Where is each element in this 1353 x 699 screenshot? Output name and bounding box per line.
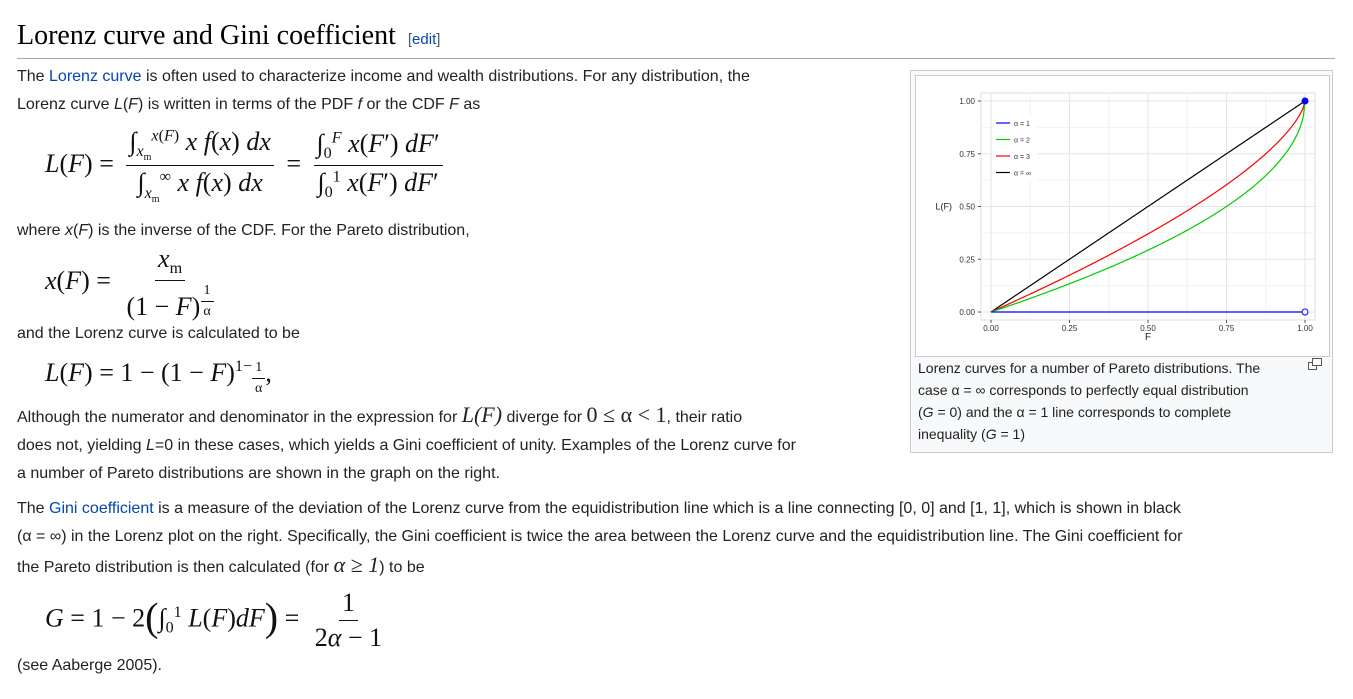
paragraph-intro: The Lorenz curve is often used to characterize income and wealth distributions. For any distribution, the Lorenz curve L(F) is written in terms of the PDF f or the CDF F as xyxy=(17,68,750,113)
paragraph-lorenz-calc: and the Lorenz curve is calculated to be xyxy=(17,325,300,342)
legend-label: α = 1 xyxy=(1014,121,1030,128)
edit-link[interactable]: edit xyxy=(412,31,437,48)
x-tick-label: 0.50 xyxy=(1140,324,1156,333)
equation-lorenz-definition: L(F) = $\frac{\int_{x_m}^{x(F)} x f(x) dx}{\int_{x_m}^\infty x f(x) dx}$ = $\frac{\int_0^F x(F') dF'}{\int_0^1 x(F') dF'}$ xyxy=(45,127,449,205)
closed-endpoint-marker xyxy=(1302,98,1308,104)
y-tick-label: 0.00 xyxy=(959,308,975,317)
y-tick-label: 0.25 xyxy=(959,255,975,265)
enlarge-icon[interactable] xyxy=(1308,358,1322,370)
legend-label: α = 3 xyxy=(1014,154,1030,161)
y-axis-label: L(F) xyxy=(935,201,952,212)
paragraph-citation: (see Aaberge 2005). xyxy=(17,657,162,674)
figure-thumbnail xyxy=(910,70,1333,453)
equation-pareto-inverse: x(F) = $x_m$ (1 − F) $^{\frac{1}{\alpha}}$ xyxy=(45,244,223,322)
paragraph-divergence: Although the numerator and denominator in the expression for L(F) diverge for 0 ≤ α < 1, their ratio does not, yielding L=0 in these cases, which yields a Gini coefficient of unity. Examples of the Lorenz curve for a number of Pareto distributions are shown in the graph on the right. xyxy=(17,402,796,482)
legend-label: α = ∞ xyxy=(1014,170,1032,178)
paragraph-inverse-cdf: where x(F) is the inverse of the CDF. For the Pareto distribution, xyxy=(17,222,470,239)
x-tick-label: 0.00 xyxy=(983,324,999,333)
equation-lorenz-pareto: $L(F) = 1 - (1 - F)^{1- \frac{1}{\alpha}}$ , xyxy=(45,358,272,397)
lorenz-curve-link[interactable]: Lorenz curve xyxy=(49,68,142,85)
section-heading xyxy=(17,18,1335,59)
lorenz-chart-image[interactable] xyxy=(915,75,1330,357)
y-tick-label: 1.00 xyxy=(959,97,975,106)
figure-caption: Lorenz curves for a number of Pareto distributions. The case α = ∞ corresponds to perfectly equal distribution (G = 0) and the α = 1 line corresponds to complete inequality (G = 1) xyxy=(918,360,1261,442)
open-endpoint-marker xyxy=(1302,309,1308,315)
gini-coefficient-link[interactable]: Gini coefficient xyxy=(49,500,154,517)
y-tick-label: 0.50 xyxy=(959,202,975,212)
edit-section: [edit] xyxy=(407,31,441,48)
x-tick-label: 1.00 xyxy=(1297,324,1313,333)
section-title: Lorenz curve and Gini coefficient xyxy=(17,20,396,51)
x-axis-label: F xyxy=(1144,332,1152,343)
paragraph-gini: The Gini coefficient is a measure of the deviation of the Lorenz curve from the equidistribution line which is a line connecting [0, 0] and [1, 1], which is shown in black (α = ∞) in the Lorenz plot on the right. Specifically, the Gini coefficient is twice the area between the Lorenz curve and the equidistribution line. The Gini coefficient for the Pareto distribution is then calculated (for α ≥ 1) to be xyxy=(17,500,1183,577)
lorenz-chart xyxy=(916,76,1329,356)
x-tick-label: 0.75 xyxy=(1218,324,1235,333)
legend-label: α = 2 xyxy=(1014,137,1030,145)
y-tick-label: 0.75 xyxy=(959,149,975,159)
x-tick-label: 0.25 xyxy=(1061,324,1078,333)
equation-gini: $G = 1 - 2(\int_0^1$ L(F)dF) = $\frac{1}{2\alpha - 1}$ xyxy=(45,588,383,652)
